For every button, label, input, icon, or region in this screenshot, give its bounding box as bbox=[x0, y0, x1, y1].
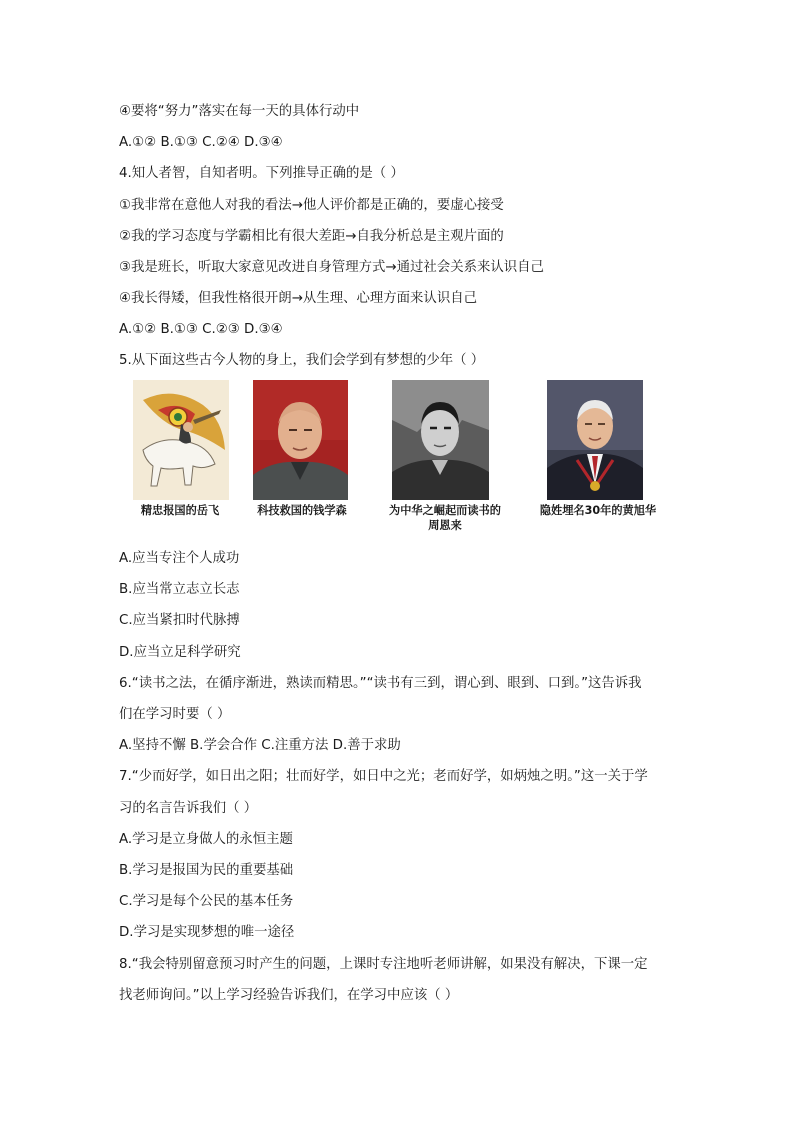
q3-option-4: ④要将“努力”落实在每一天的具体行动中 bbox=[119, 104, 360, 119]
q7-option-b: B.学习是报国为民的重要基础 bbox=[119, 863, 294, 878]
yue-fei-painting bbox=[133, 380, 229, 500]
q7-stem-line-2: 习的名言告诉我们（ ） bbox=[119, 801, 258, 816]
q4-stem: 4.知人者智，自知者明。下列推导正确的是（ ） bbox=[119, 166, 404, 181]
q8-stem-line-2: 找老师询问。”以上学习经验告诉我们，在学习中应该（ ） bbox=[119, 988, 459, 1003]
figure-caption-yue-fei: 精忠报国的岳飞 bbox=[140, 504, 220, 517]
huang-xuhua-portrait bbox=[547, 380, 643, 500]
figure-caption-huang-xuhua: 隐姓埋名30年的黄旭华 bbox=[539, 504, 657, 517]
q4-item-1: ①我非常在意他人对我的看法→他人评价都是正确的，要虚心接受 bbox=[119, 198, 504, 213]
qian-xuesen-portrait bbox=[253, 380, 348, 500]
q4-choices: A.①② B.①③ C.②③ D.③④ bbox=[119, 322, 283, 337]
q6-stem-line-1: 6.“读书之法，在循序渐进，熟读而精思。”“读书有三到，谓心到、眼到、口到。”这告诉我 bbox=[119, 676, 642, 691]
q5-option-c: C.应当紧扣时代脉搏 bbox=[119, 613, 240, 628]
q5-option-a: A.应当专注个人成功 bbox=[119, 551, 240, 566]
q5-stem: 5.从下面这些古今人物的身上，我们会学到有梦想的少年（ ） bbox=[119, 353, 485, 368]
q6-choices: A.坚持不懈 B.学会合作 C.注重方法 D.善于求助 bbox=[119, 738, 401, 753]
q7-option-c: C.学习是每个公民的基本任务 bbox=[119, 894, 294, 909]
q6-stem-line-2: 们在学习时要（ ） bbox=[119, 707, 231, 722]
q8-stem-line-1: 8.“我会特别留意预习时产生的问题，上课时专注地听老师讲解，如果没有解决，下课一定 bbox=[119, 957, 648, 972]
q4-item-2: ②我的学习态度与学霸相比有很大差距→自我分析总是主观片面的 bbox=[119, 229, 504, 244]
q7-option-d: D.学习是实现梦想的唯一途径 bbox=[119, 925, 295, 940]
figure-caption-zhou-enlai-line-1: 为中华之崛起而读书的 bbox=[389, 504, 501, 517]
q7-option-a: A.学习是立身做人的永恒主题 bbox=[119, 832, 293, 847]
figure-caption-qian-xuesen: 科技救国的钱学森 bbox=[257, 504, 347, 517]
q3-choices: A.①② B.①③ C.②④ D.③④ bbox=[119, 135, 283, 150]
q5-option-d: D.应当立足科学研究 bbox=[119, 645, 241, 660]
q4-item-4: ④我长得矮，但我性格很开朗→从生理、心理方面来认识自己 bbox=[119, 291, 477, 306]
q5-option-b: B.应当常立志立长志 bbox=[119, 582, 240, 597]
q7-stem-line-1: 7.“少而好学，如日出之阳；壮而好学，如日中之光；老而好学，如炳烛之明。”这一关于学 bbox=[119, 769, 648, 784]
figure-caption-zhou-enlai-line-2: 周恩来 bbox=[428, 519, 462, 532]
zhou-enlai-portrait bbox=[392, 380, 489, 500]
figure-caption-zhou-enlai bbox=[365, 503, 525, 533]
q4-item-3: ③我是班长，听取大家意见改进自身管理方式→通过社会关系来认识自己 bbox=[119, 260, 544, 275]
